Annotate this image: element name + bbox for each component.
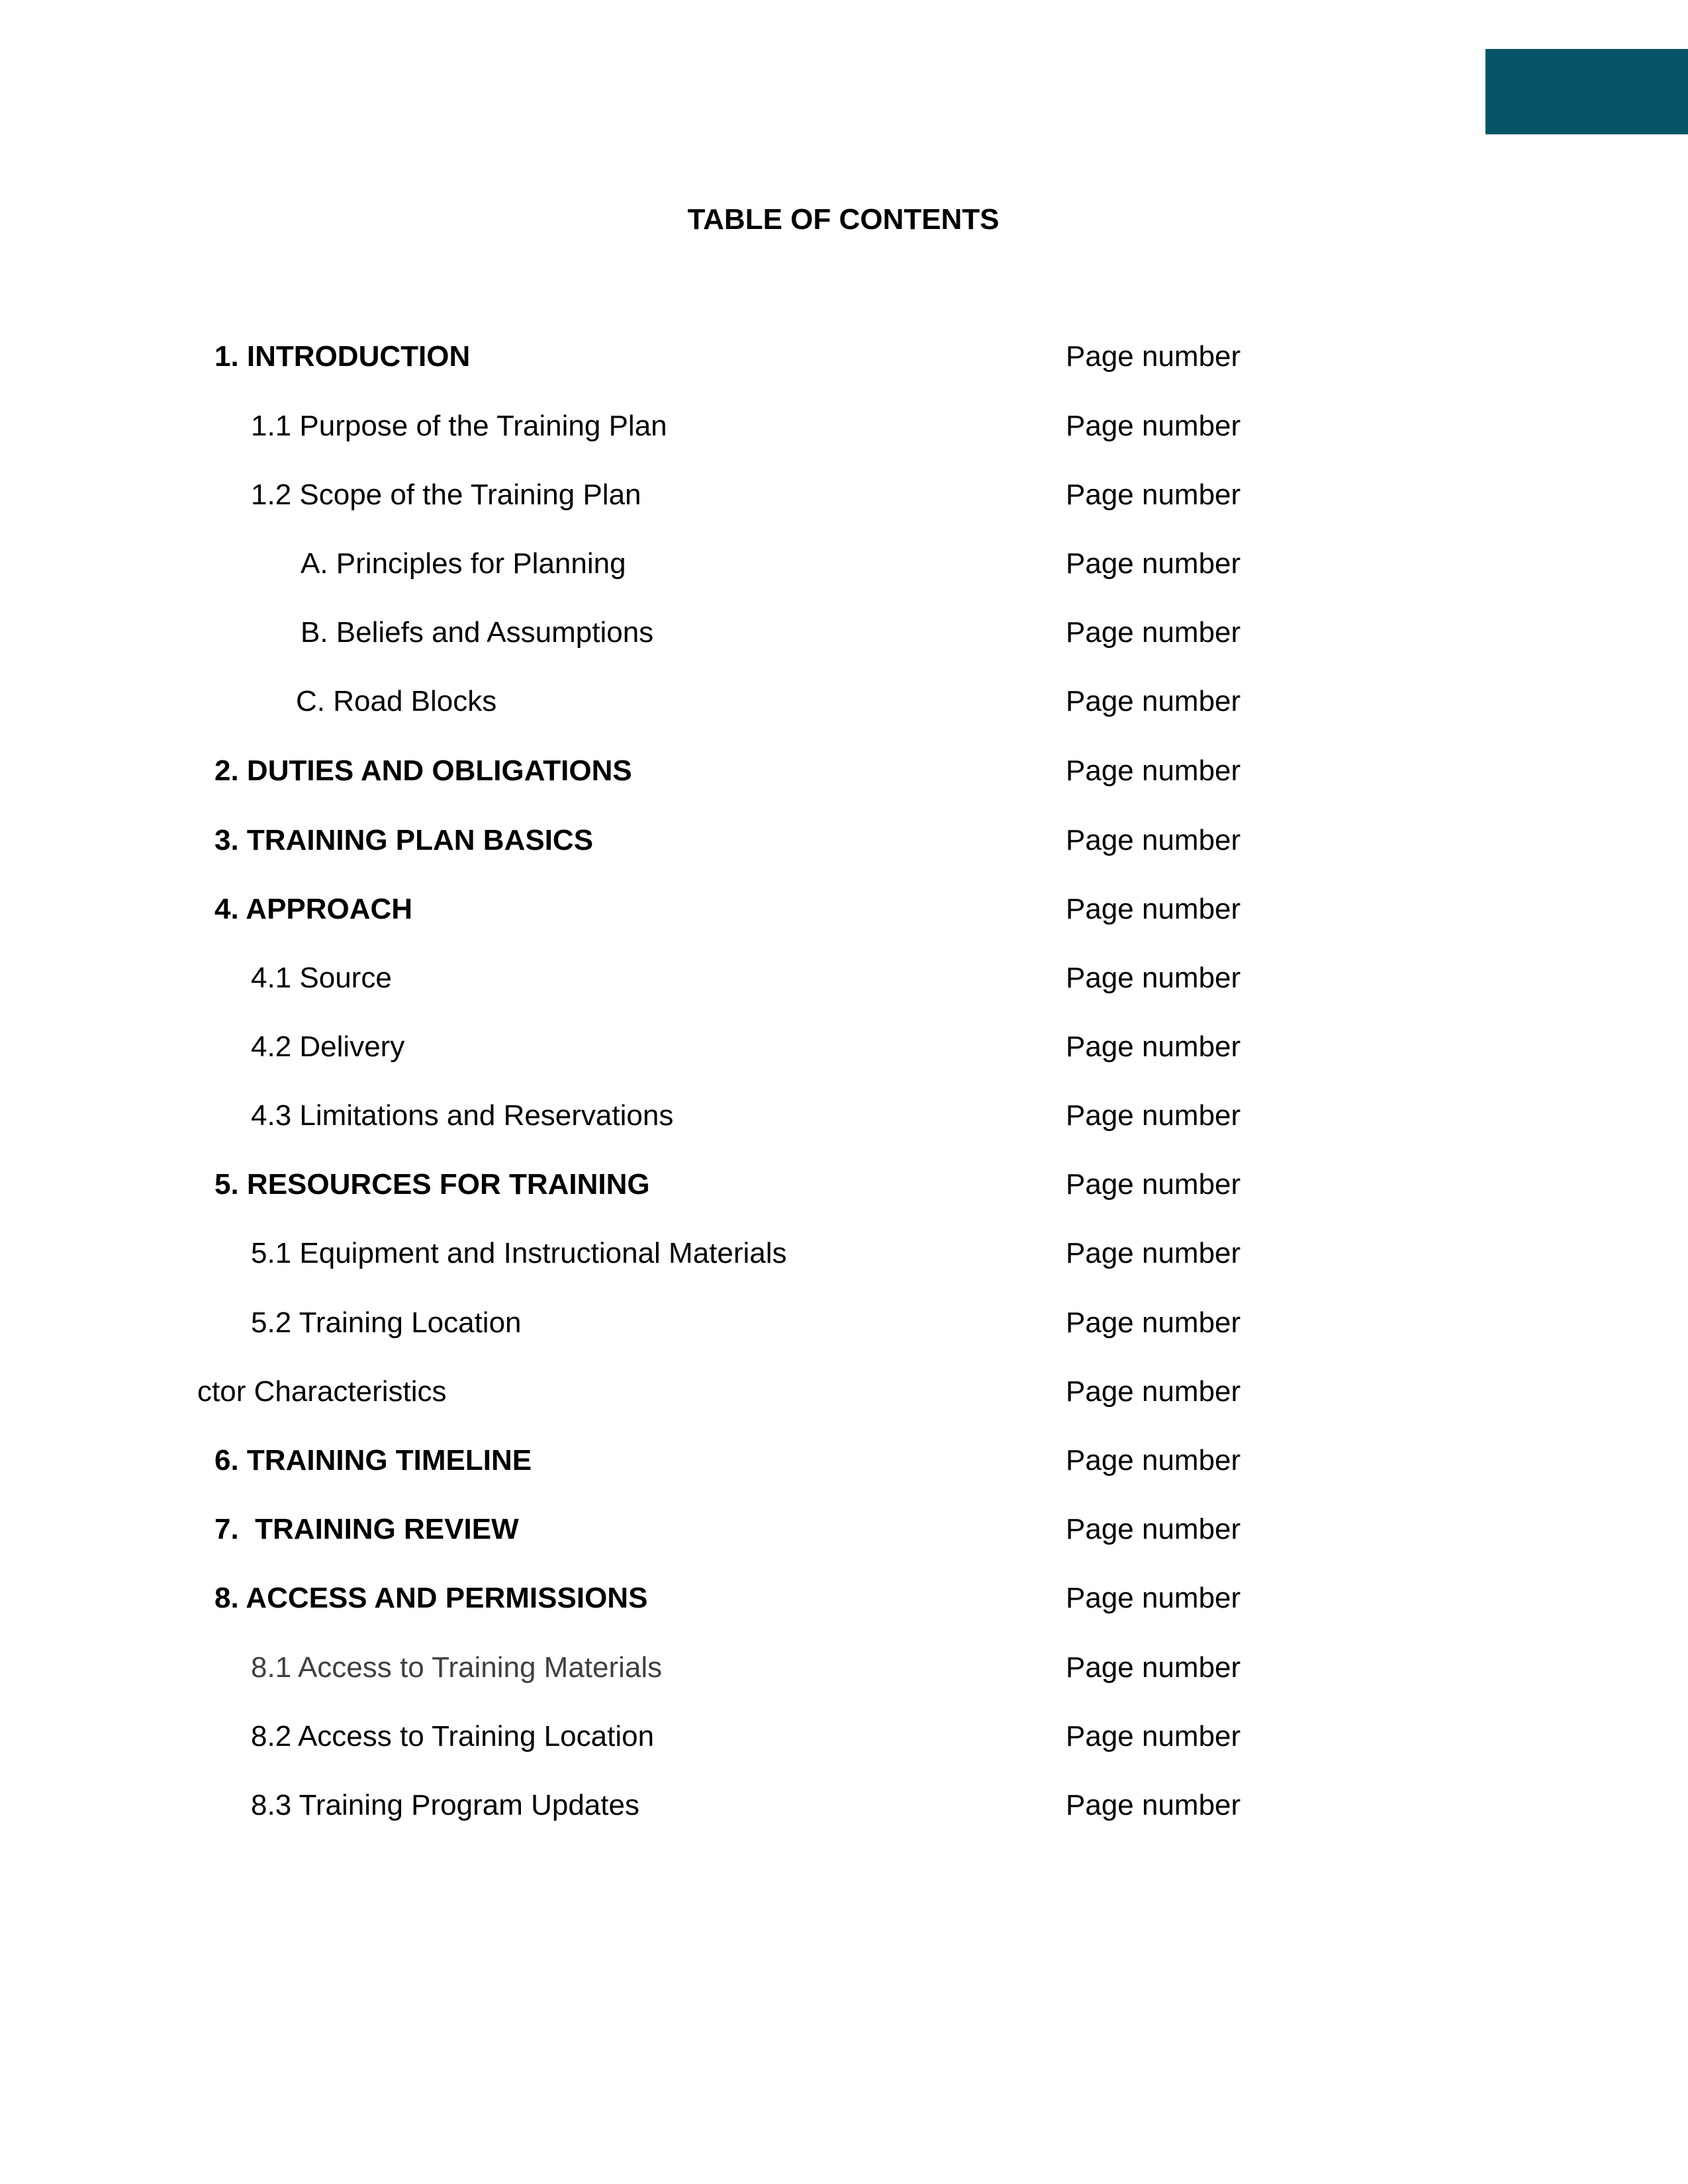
toc-entry-page: Page number [1066,1306,1241,1339]
toc-entry-label: 8.1 Access to Training Materials [251,1651,663,1684]
toc-entry-page: Page number [1066,893,1241,925]
toc-entry-page: Page number [1066,547,1241,580]
toc-entry-page: Page number [1066,340,1241,373]
toc-entry[interactable] [197,610,1688,656]
toc-entry[interactable] [197,678,1688,725]
toc-entry-label: 1.1 Purpose of the Training Plan [251,410,667,442]
toc-entry[interactable] [197,1506,1688,1553]
toc-entry-page: Page number [1066,1789,1241,1821]
toc-entry-label: 4. APPROACH [214,893,413,925]
toc-entry-label: B. Beliefs and Assumptions [301,616,654,649]
toc-entry-label: C. Road Blocks [296,685,497,717]
toc-entry[interactable] [197,403,1688,449]
page-title-text: TABLE OF CONTENTS [687,203,1000,236]
toc-entry-label: 4.2 Delivery [251,1030,405,1063]
toc-entry-label: 5.2 Training Location [251,1306,522,1339]
toc-entry-page: Page number [1066,685,1241,717]
toc-entry-label: 7. TRAINING REVIEW [214,1513,519,1545]
toc-entry-page: Page number [1066,1099,1241,1132]
toc-entry-page: Page number [1066,754,1241,787]
toc-entry-page: Page number [1066,962,1241,994]
toc-entry-label: ctor Characteristics [197,1375,447,1408]
toc-entry[interactable] [197,886,1688,933]
toc-entry-label: 3. TRAINING PLAN BASICS [214,824,594,856]
toc-entry[interactable] [197,1161,1688,1208]
toc-entry[interactable] [197,541,1688,587]
toc-entry[interactable] [197,1230,1688,1277]
toc-entry-page: Page number [1066,1720,1241,1752]
toc-entry-label: 8.3 Training Program Updates [251,1789,639,1821]
toc-entry-label: 8.2 Access to Training Location [251,1720,655,1752]
toc-entry-label: 4.1 Source [251,962,392,994]
toc-entry-label: 6. TRAINING TIMELINE [214,1444,532,1477]
toc-entry-label: 5. RESOURCES FOR TRAINING [214,1168,650,1201]
toc-entry[interactable] [197,1575,1688,1621]
toc-entry[interactable] [197,334,1688,380]
toc-list [197,0,1688,2184]
toc-entry-label: 5.1 Equipment and Instructional Materials [251,1237,787,1269]
toc-entry[interactable] [197,817,1688,864]
toc-entry-page: Page number [1066,1651,1241,1684]
toc-entry-page: Page number [1066,1375,1241,1408]
toc-entry[interactable] [197,1782,1688,1829]
toc-entry-page: Page number [1066,1444,1241,1477]
toc-entry[interactable] [197,748,1688,794]
toc-entry[interactable] [197,955,1688,1001]
toc-entry[interactable] [197,1369,1688,1415]
toc-entry-page: Page number [1066,1168,1241,1201]
toc-entry[interactable] [197,1713,1688,1760]
toc-entry-label: 1.2 Scope of the Training Plan [251,478,641,511]
toc-entry-label: 4.3 Limitations and Reservations [251,1099,674,1132]
toc-entry-label: 1. INTRODUCTION [214,340,471,373]
toc-entry[interactable] [197,1645,1688,1691]
toc-entry[interactable] [197,1437,1688,1484]
toc-entry[interactable] [197,472,1688,518]
toc-entry-label: 2. DUTIES AND OBLIGATIONS [214,754,632,787]
toc-entry-page: Page number [1066,1513,1241,1545]
toc-entry-page: Page number [1066,410,1241,442]
toc-entry-label: A. Principles for Planning [301,547,626,580]
toc-entry[interactable] [197,1093,1688,1139]
toc-entry-page: Page number [1066,824,1241,856]
toc-entry[interactable] [197,1024,1688,1070]
toc-entry-page: Page number [1066,1582,1241,1614]
toc-entry-label: 8. ACCESS AND PERMISSIONS [214,1582,648,1614]
toc-entry-page: Page number [1066,478,1241,511]
toc-entry-page: Page number [1066,1237,1241,1269]
toc-entry[interactable] [197,1300,1688,1346]
toc-entry-page: Page number [1066,1030,1241,1063]
toc-entry-page: Page number [1066,616,1241,649]
